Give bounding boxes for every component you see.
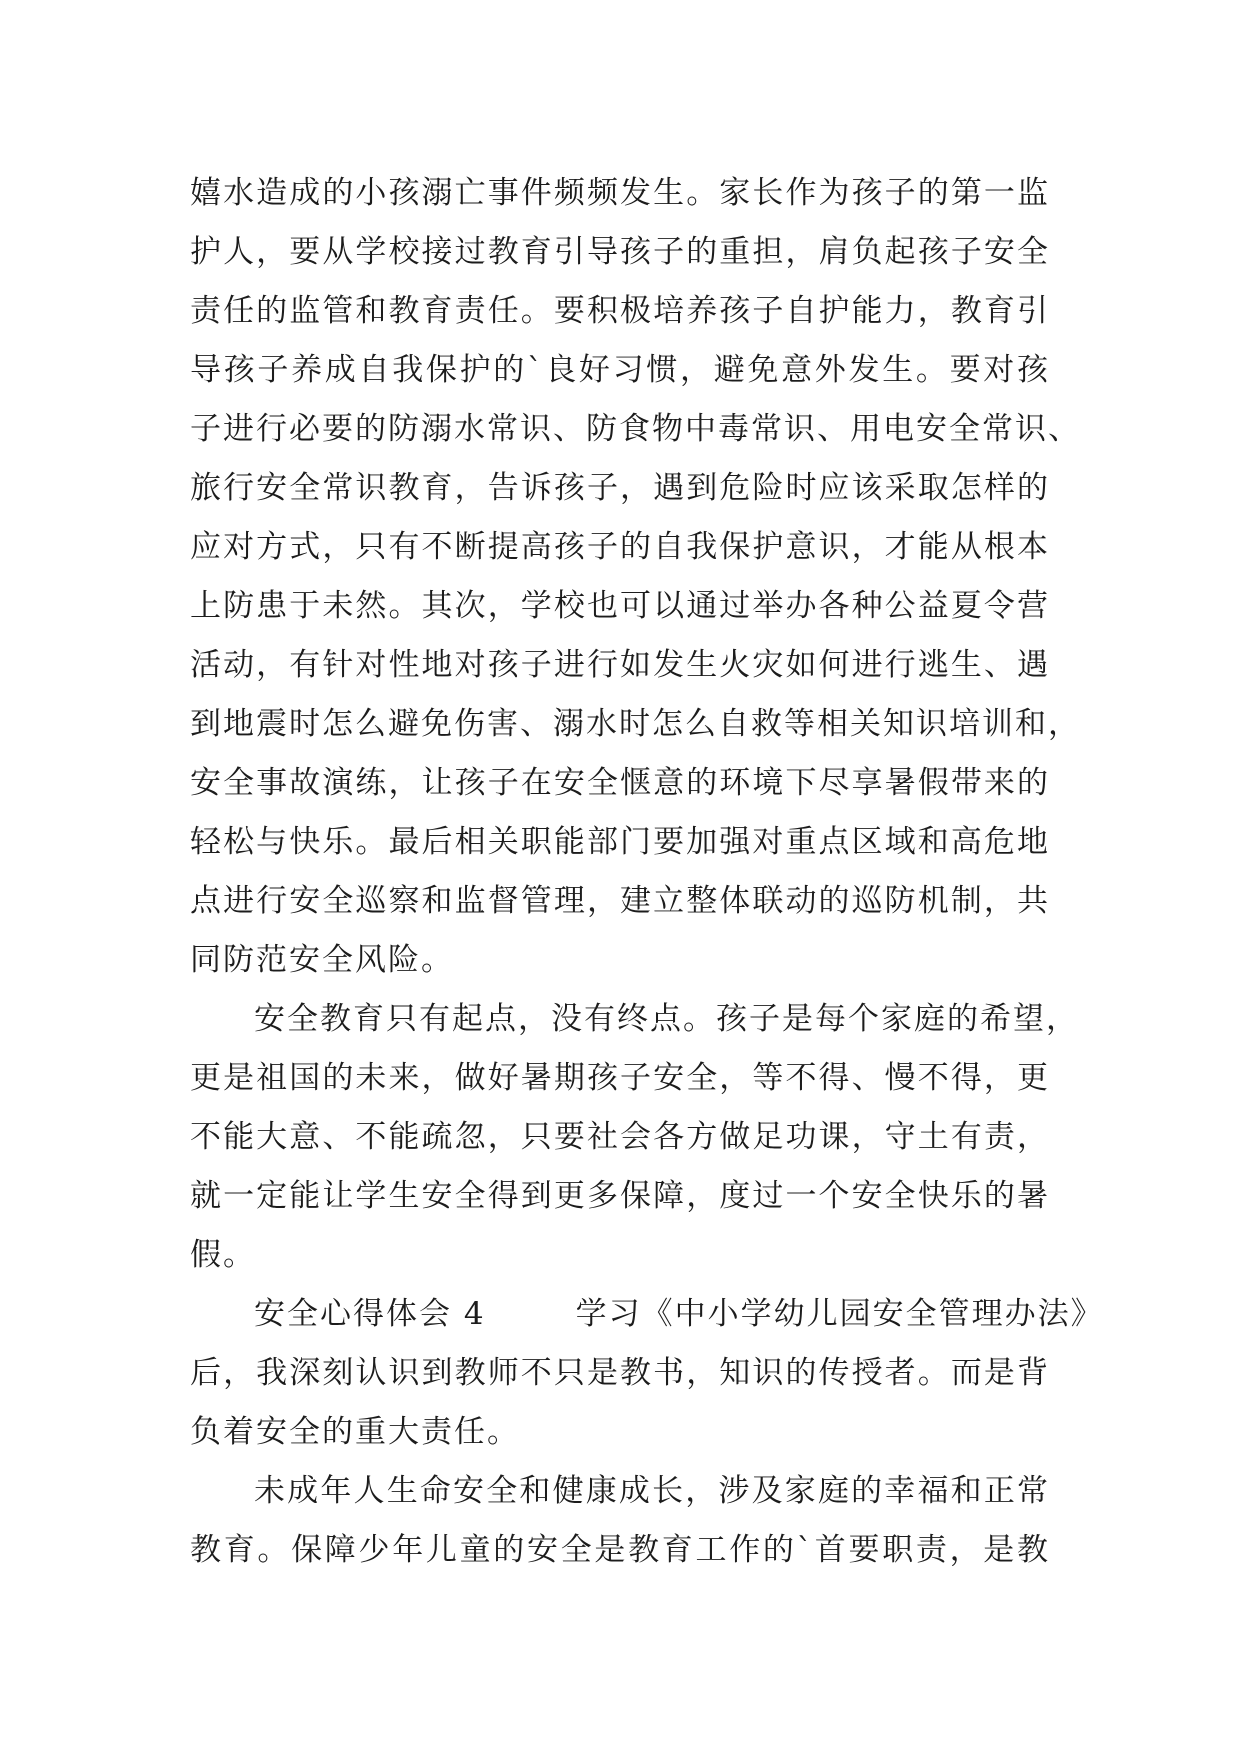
text-line: 安全教育只有起点，没有终点。孩子是每个家庭的希望，: [254, 1001, 1079, 1037]
text-line: 未成年人生命安全和健康成长，涉及家庭的幸福和正常: [254, 1473, 1050, 1509]
text-line: 更是祖国的未来，做好暑期孩子安全，等不得、慢不得，更: [190, 1060, 1050, 1096]
text-line: 应对方式，只有不断提高孩子的自我保护意识，才能从根本: [190, 529, 1050, 565]
text-line: 护人，要从学校接过教育引导孩子的重担，肩负起孩子安全: [190, 234, 1050, 270]
text-line: 后，我深刻认识到教师不只是教书，知识的传授者。而是背: [190, 1355, 1050, 1391]
text-line: 到地震时怎么避免伤害、溺水时怎么自救等相关知识培训和，: [190, 706, 1081, 742]
text-line: 负着安全的重大责任。: [190, 1414, 520, 1450]
text-line: 旅行安全常识教育，告诉孩子，遇到危险时应该采取怎样的: [190, 470, 1050, 506]
text-line: 同防范安全风险。: [190, 942, 454, 978]
paragraph-2: [190, 990, 1079, 1285]
text-line: 导孩子养成自我保护的`良好习惯，避免意外发生。要对孩: [190, 352, 1050, 388]
text-line: 责任的监管和教育责任。要积极培养孩子自护能力，教育引: [190, 293, 1050, 329]
document-body: [190, 164, 1104, 1580]
paragraph-4: [190, 1462, 1050, 1580]
text-line: 嬉水造成的小孩溺亡事件频频发生。家长作为孩子的第一监: [190, 175, 1050, 211]
text-line: 安全事故演练，让孩子在安全惬意的环境下尽享暑假带来的: [190, 765, 1050, 801]
section-heading-line: [190, 1285, 1104, 1344]
paragraph-3: [190, 1285, 1104, 1462]
text-line: 上防患于未然。其次，学校也可以通过举办各种公益夏令营: [190, 588, 1050, 624]
text-line: 就一定能让学生安全得到更多保障，度过一个安全快乐的暑: [190, 1178, 1050, 1214]
text-line: 教育。保障少年儿童的安全是教育工作的`首要职责，是教: [190, 1532, 1050, 1568]
section-heading-tail: 学习《中小学幼儿园安全管理办法》: [575, 1296, 1104, 1332]
paragraph-1: [190, 164, 1081, 990]
text-line: 不能大意、不能疏忽，只要社会各方做足功课，守土有责，: [190, 1119, 1050, 1155]
text-line: 轻松与快乐。最后相关职能部门要加强对重点区域和高危地: [190, 824, 1050, 860]
section-heading: 安全心得体会 4: [254, 1296, 486, 1332]
text-line: 点进行安全巡察和监督管理，建立整体联动的巡防机制，共: [190, 883, 1050, 919]
text-line: 活动，有针对性地对孩子进行如发生火灾如何进行逃生、遇: [190, 647, 1050, 683]
text-line: 子进行必要的防溺水常识、防食物中毒常识、用电安全常识、: [190, 411, 1081, 447]
text-line: 假。: [190, 1237, 256, 1273]
